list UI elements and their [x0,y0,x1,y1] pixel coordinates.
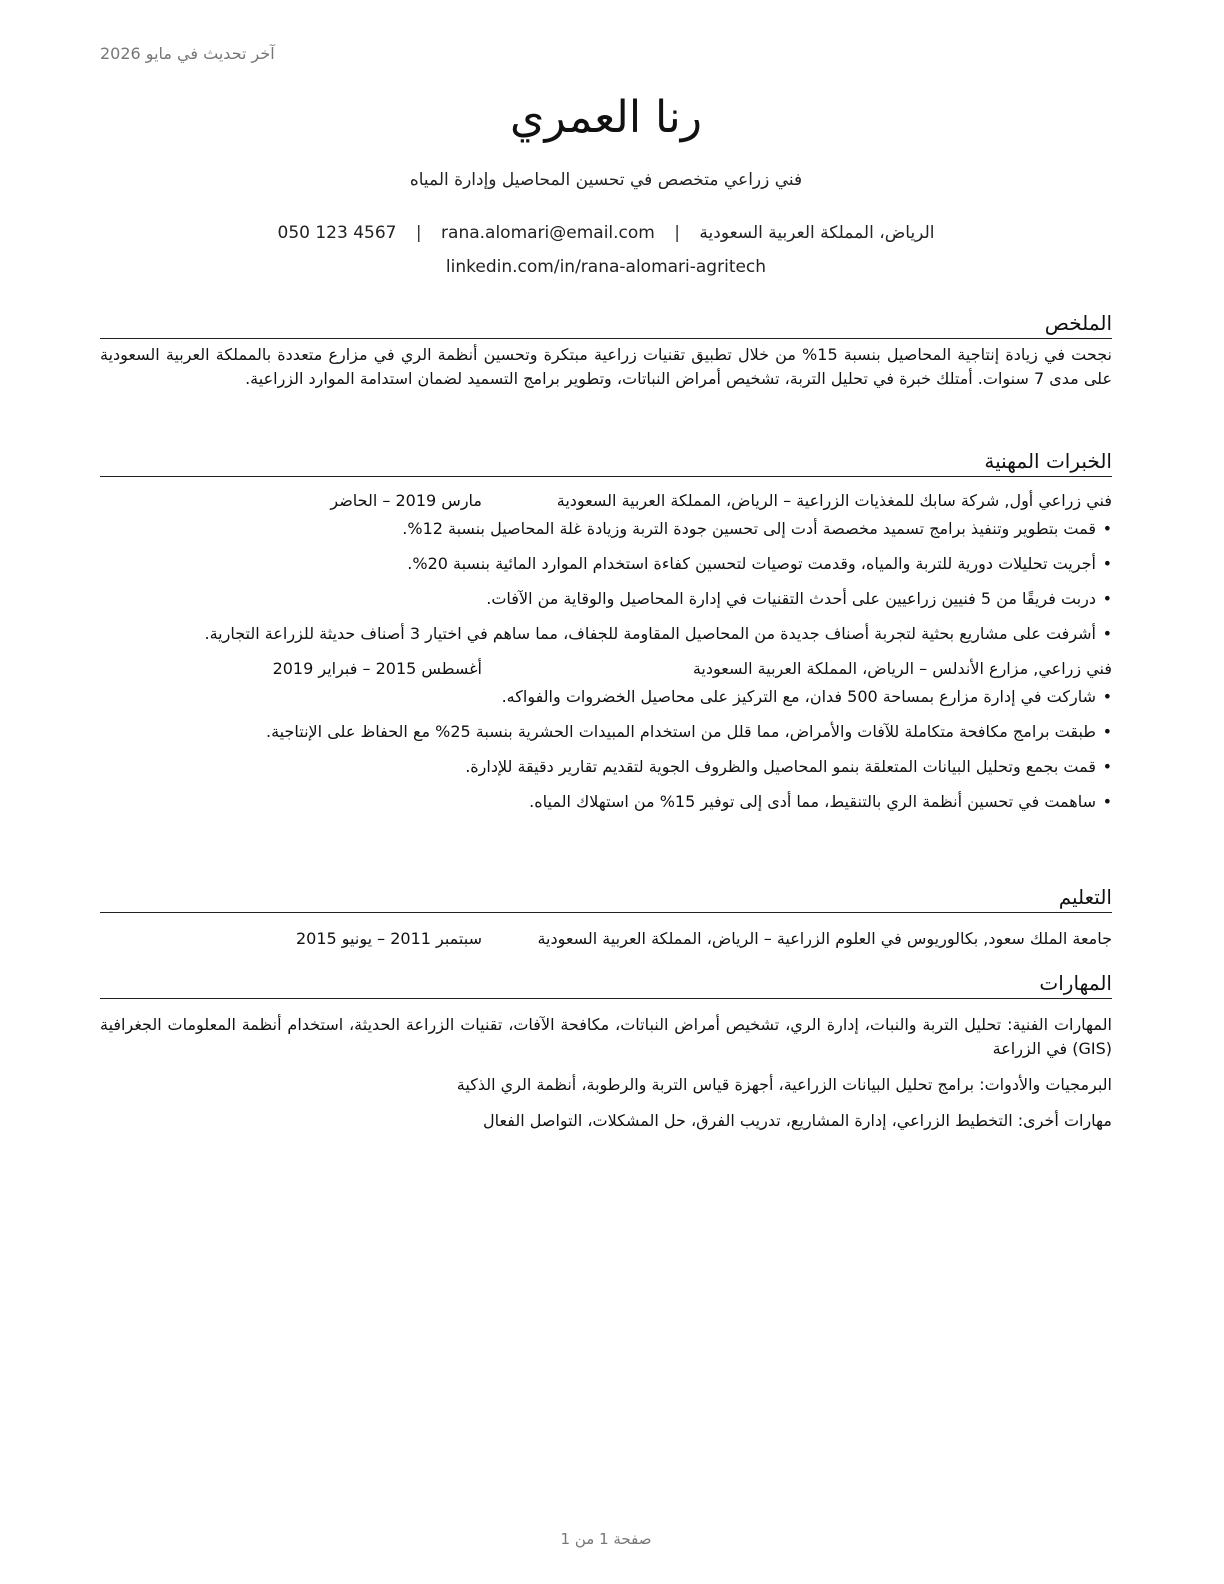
skills-section [100,970,1112,1145]
job-bullet: • قمت بتطوير وتنفيذ برامج تسميد مخصصة أدت إلى تحسين جودة التربة وزيادة غلة المحاصيل بنسبة 12%. [100,517,1112,541]
skills-list [100,1013,1112,1133]
job-bullet: • طبقت برامج مكافحة متكاملة للآفات والأمراض، مما قلل من استخدام المبيدات الحشرية بنسبة 25% مع الحفاظ على الإنتاجية. [100,720,1112,744]
education-institution: جامعة الملك سعود, بكالوريوس في العلوم الزراعية – الرياض، المملكة العربية السعودية [537,929,1112,948]
job-dates: أغسطس 2015 – فبراير 2019 [272,659,482,678]
job-bullet: • ساهمت في تحسين أنظمة الري بالتنقيط، مما أدى إلى توفير 15% من استهلاك المياه. [100,790,1112,814]
skill-line: المهارات الفنية: تحليل التربة والنبات، إدارة الري، تشخيص أمراض النباتات، مكافحة الآفات، تقنيات الزراعة الحديثة، استخدام أنظمة المعلومات الجغرافية (GIS) في الزراعة [100,1015,1112,1058]
job-bullets [100,517,1112,646]
job-title: فني زراعي, مزارع الأندلس – الرياض، المملكة العربية السعودية [692,659,1112,678]
job-bullet: • قمت بجمع وتحليل البيانات المتعلقة بنمو المحاصيل والظروف الجوية لتقديم تقارير دقيقة للإدارة. [100,755,1112,779]
job-header [100,657,1112,681]
section-title-education: التعليم [100,884,1112,913]
phone-number: 050 123 4567 [277,223,397,243]
job-bullet: • شاركت في إدارة مزارع بمساحة 500 فدان، مع التركيز على محاصيل الخضروات والفواكه. [100,685,1112,709]
job-header [100,489,1112,513]
contact-separator: | [674,223,680,243]
section-title-experience: الخبرات المهنية [100,448,1112,477]
skill-line: مهارات أخرى: التخطيط الزراعي، إدارة المشاريع، تدريب الفرق، حل المشكلات، التواصل الفعال [483,1111,1112,1130]
job-title: فني زراعي أول, شركة سابك للمغذيات الزراعية – الرياض، المملكة العربية السعودية [556,491,1112,510]
candidate-name: رنا العمري [510,92,702,143]
tagline: فني زراعي متخصص في تحسين المحاصيل وإدارة المياه [409,170,803,190]
resume-page [100,0,1112,1584]
email-link[interactable]: rana.alomari@email.com [441,223,655,243]
linkedin-link[interactable]: linkedin.com/in/rana-alomari-agritech [445,257,767,277]
contact-line [100,223,1112,243]
summary-text: نجحت في زيادة إنتاجية المحاصيل بنسبة 15% من خلال تطبيق تقنيات زراعية مبتكرة وتحسين أنظمة الري في مزارع متعددة بالمملكة العربية السعودية على مدى 7 سنوات. أمتلك خبرة في تحليل التربة، تشخيص أمراض النباتات، وتطوير برامج التسميد لضمان استدامة الموارد الزراعية. [100,345,1112,388]
job-bullet: • دربت فريقًا من 5 فنيين زراعيين على أحدث التقنيات في إدارة المحاصيل والوقاية من الآفات. [100,587,1112,611]
contact-separator: | [415,223,422,243]
education-entry [100,927,1112,951]
job-entry [100,489,1112,646]
skill-line: البرمجيات والأدوات: برامج تحليل البيانات الزراعية، أجهزة قياس التربة والرطوبة، أنظمة الري الذكية [456,1075,1112,1094]
section-title-summary: الملخص [100,310,1112,339]
job-bullet: • أشرفت على مشاريع بحثية لتجربة أصناف جديدة من المحاصيل المقاومة للجفاف، مما ساهم في اختيار 3 أصناف حديثة للزراعة التجارية. [100,622,1112,646]
last-updated: آخر تحديث في مايو 2026 [100,44,275,63]
job-entry [100,657,1112,814]
job-dates: مارس 2019 – الحاضر [330,491,482,510]
summary-section [100,310,1112,391]
job-bullet: • أجريت تحليلات دورية للتربة والمياه، وقدمت توصيات لتحسين كفاءة استخدام الموارد المائية بنسبة 20%. [100,552,1112,576]
experience-section [100,448,1112,825]
education-dates: سبتمبر 2011 – يونيو 2015 [295,929,482,948]
location: الرياض، المملكة العربية السعودية [699,223,935,243]
job-bullets [100,685,1112,814]
section-title-skills: المهارات [100,970,1112,999]
education-section [100,884,1112,951]
page-number: صفحة 1 من 1 [560,1530,652,1548]
